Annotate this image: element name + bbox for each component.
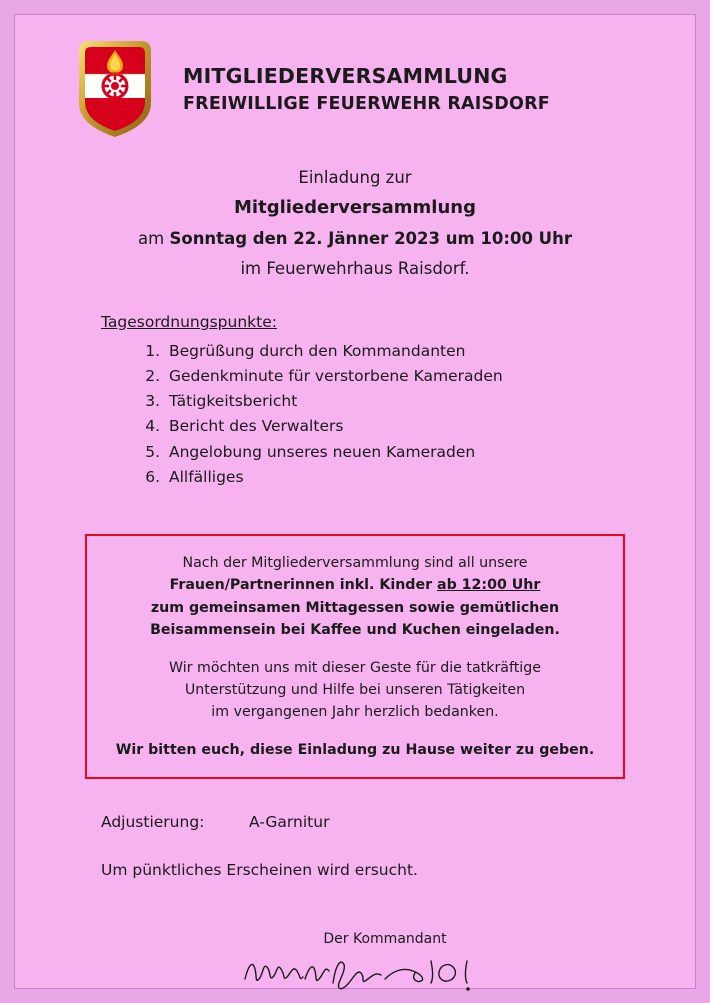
- invitation-line3-prefix: am: [138, 229, 170, 249]
- header-titles: [183, 63, 550, 116]
- agenda-title: Tagesordnungspunkte:: [101, 313, 277, 332]
- notice-p1-line4: Beisammensein bei Kaffee und Kuchen eingeladen.: [150, 622, 560, 639]
- invitation-datetime: Sonntag den 22. Jänner 2023 um 10:00 Uhr: [169, 229, 572, 249]
- notice-p1-line2-underline: ab 12:00 Uhr: [437, 577, 541, 594]
- signature-block: [15, 931, 695, 995]
- dress-code-value: A-Garnitur: [249, 813, 330, 832]
- list-item: 2. Gedenkminute für verstorbene Kameraden: [165, 364, 695, 389]
- highlighted-notice-box: [85, 534, 625, 780]
- list-item: 6. Allfälliges: [165, 465, 695, 490]
- list-item: 3. Tätigkeitsbericht: [165, 389, 695, 414]
- dress-code-row: [101, 813, 695, 831]
- document-title-line2: FREIWILLIGE FEUERWEHR RAISDORF: [183, 93, 550, 114]
- notice-p2-line1: Wir möchten uns mit dieser Geste für die tatkräftige: [169, 659, 541, 676]
- notice-paragraph-3: Wir bitten euch, diese Einladung zu Hause weiter zu geben.: [115, 741, 595, 758]
- punctuality-note: Um pünktliches Erscheinen wird ersucht.: [101, 861, 418, 880]
- dress-code-label: Adjustierung:: [101, 813, 205, 832]
- notice-paragraph-1: [101, 552, 609, 642]
- info-section: [15, 813, 695, 879]
- invitation-block: [15, 163, 695, 283]
- document-header: [15, 15, 695, 141]
- invitation-line3: [15, 224, 695, 253]
- notice-p1-line1: Nach der Mitgliederversammlung sind all unsere: [182, 554, 528, 571]
- agenda-list: [101, 339, 695, 490]
- signature-role: Der Kommandant: [323, 931, 447, 948]
- notice-p2-line3: im vergangenen Jahr herzlich bedanken.: [211, 704, 499, 721]
- invitation-line1: Einladung zur: [298, 168, 412, 187]
- notice-p1-line2-bold: Frauen/Partnerinnen inkl. Kinder: [169, 577, 438, 594]
- notice-paragraph-2: [101, 657, 609, 724]
- notice-p1-line3: zum gemeinsamen Mittagessen sowie gemütlichen: [150, 599, 560, 616]
- notice-p2-line2: Unterstützung und Hilfe bei unseren Tätigkeiten: [184, 681, 526, 698]
- fire-brigade-crest-icon: [73, 37, 157, 141]
- agenda-section: [15, 313, 695, 490]
- document-title-line1: MITGLIEDERVERSAMMLUNG: [183, 63, 508, 88]
- handwritten-signature-icon: [75, 949, 695, 995]
- invitation-document: [14, 14, 696, 989]
- list-item: 5. Angelobung unseres neuen Kameraden: [165, 440, 695, 465]
- invitation-line2: Mitgliederversammlung: [234, 197, 476, 219]
- list-item: 4. Bericht des Verwalters: [165, 414, 695, 439]
- invitation-line4: im Feuerwehrhaus Raisdorf.: [240, 258, 470, 278]
- list-item: 1. Begrüßung durch den Kommandanten: [165, 339, 695, 364]
